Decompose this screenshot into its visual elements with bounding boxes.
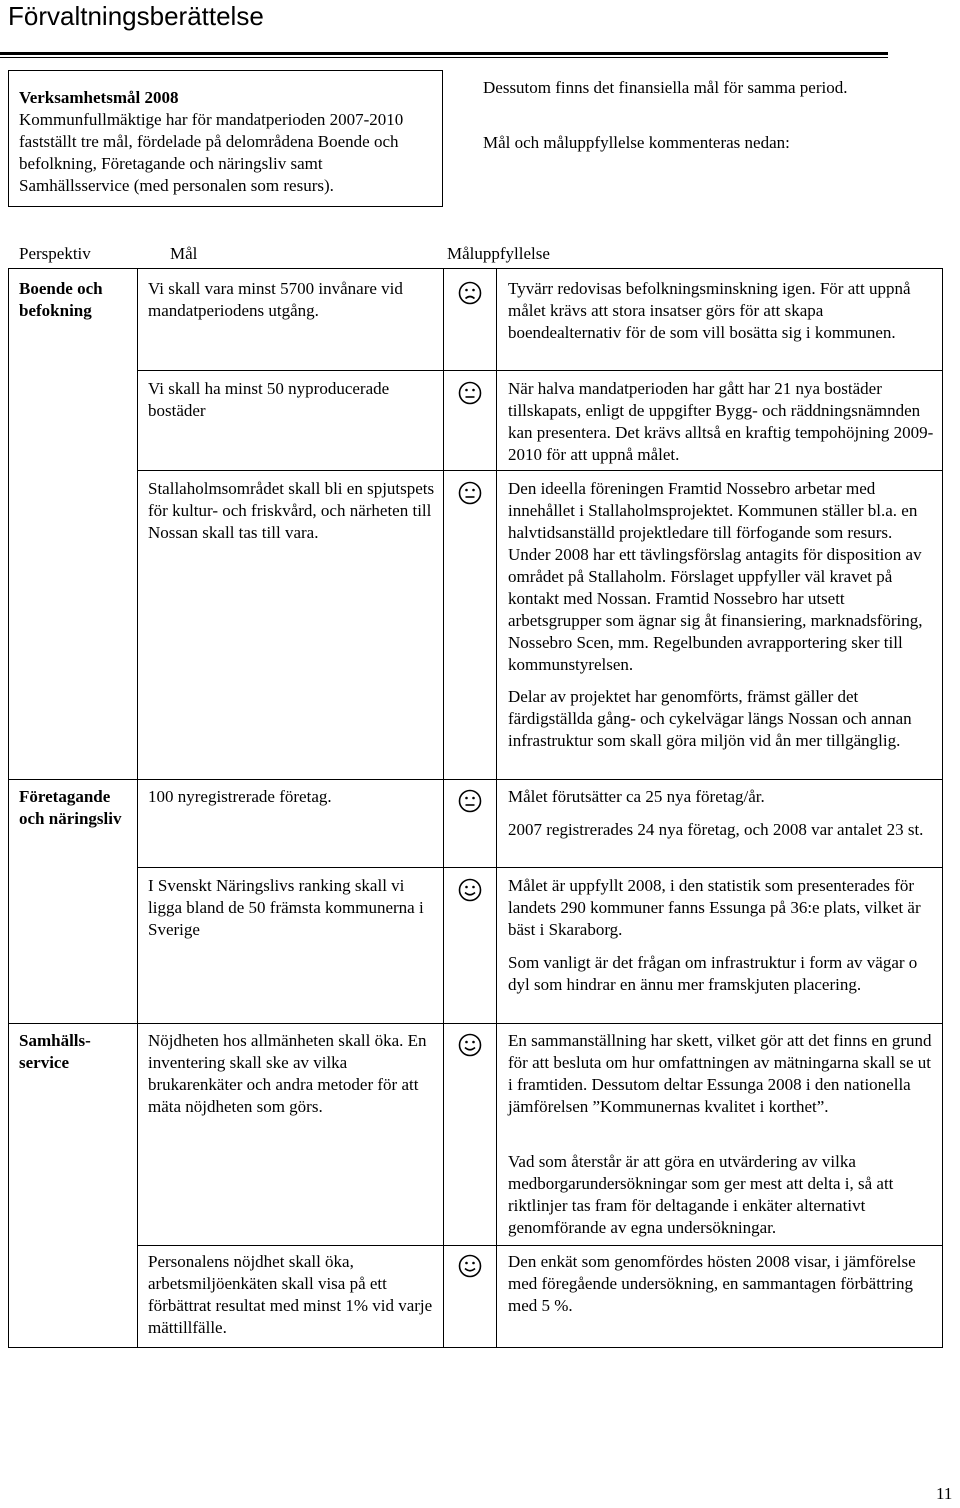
page-number: 11 [936,1484,953,1503]
table-col-divider-2 [443,268,444,1348]
comment-cell: Målet förutsätter ca 25 nya företag/år. [508,787,765,806]
title-rule-thick [0,52,888,55]
intro-box-title: Verksamhetsmål 2008 [19,88,179,107]
goal-cell: I Svenskt Näringslivs ranking skall vi ligga bland de 50 främsta kommunerna i Sverige [148,876,424,939]
comment-cell: Den ideella föreningen Framtid Nossebro arbetar med innehållet i Stallaholmsprojektet. Kommunen ställer bl.a. en halvtidsanställd projektledare till förfogande som resurs. Under 2008 har ett tävlingsförslag antagits för disposition av området på Stallaholm. Förslaget uppfyller väl kravet på kontakt med Nossan. Framtid Nossebro har utsett arbetsgrupper som ägnar sig åt finansiering, marknadsföring, Nossebro Scen, mm. Regelbunden avrapportering sker till kommunstyrelsen. [508,479,923,674]
intro-right-text-1: Dessutom finns det finansiella mål för samma period. [483,78,848,97]
goal-cell: Vi skall vara minst 5700 invånare vid mandatperiodens utgång. [148,279,403,320]
table-row-divider [137,1245,943,1246]
comment-cell: Den enkät som genomfördes hösten 2008 visar, i jämförelse med föregående undersökning, en sammantagen förbättring med 5 %. [508,1252,916,1315]
table-row-divider [137,370,943,371]
intro-right-text-2: Mål och måluppfyllelse kommenteras nedan: [483,133,790,152]
goal-cell: 100 nyregistrerade företag. [148,787,332,806]
comment-cell-continued: 2007 registrerades 24 nya företag, och 2008 var antalet 23 st. [508,820,924,839]
sad-face-icon [458,281,482,305]
header-fulfillment: Måluppfyllelse [447,244,550,263]
neutral-face-icon [458,381,482,405]
goal-cell: Nöjdheten hos allmänheten skall öka. En inventering skall ske av vilka brukarenkäter och andra metoder för att mäta nöjdheten som görs. [148,1031,427,1116]
goal-cell: Vi skall ha minst 50 nyproducerade bostäder [148,379,390,420]
table-row-divider [137,867,943,868]
title-rule-thin [0,57,888,58]
table-col-divider-3 [496,268,497,1348]
comment-cell-continued: Delar av projektet har genomförts, främst gäller det färdigställda gång- och cykelvägar längs Nossan och annan infrastruktur som skall göra miljön vid ån mer tillgänglig. [508,687,912,750]
header-goal: Mål [170,244,198,263]
comment-cell: En sammanställning har skett, vilket gör att det finns en grund för att besluta om hur omfattningen av mätningarna skall se ut i framtiden. Dessutom deltar Essunga 2008 i den nationella jämförelsen ”Kommunernas kvalitet i korthet”. [508,1031,932,1116]
perspective-foretagande: Företagande och näringsliv [19,787,122,828]
table-row-divider [137,470,943,471]
neutral-face-icon [458,789,482,813]
happy-face-icon [458,1254,482,1278]
perspective-boende: Boende och befokning [19,279,103,320]
comment-cell-continued: Som vanligt är det frågan om infrastruktur i form av vägar o dyl som hindrar en ännu mer framskjuten placering. [508,953,918,994]
perspective-samhall: Samhälls-service [19,1031,91,1072]
header-perspective: Perspektiv [19,244,91,263]
goal-cell: Stallaholmsområdet skall bli en spjutspets för kultur- och friskvård, och närheten till Nossan skall tas till vara. [148,479,435,542]
comment-cell: När halva mandatperioden har gått har 21 nya bostäder tillskapats, enligt de uppgifter Bygg- och räddningsnämnden kan presentera. Det krävs alltså en kraftig tempohöjning 2009-2010 för att uppnå målet. [508,379,934,464]
happy-face-icon [458,878,482,902]
intro-box-text: Kommunfullmäktige har för mandatperioden 2007-2010 fastställt tre mål, fördelade på delområdena Boende och befolkning, Företagande och näringsliv samt Samhällsservice (med personalen som resurs). [19,110,404,195]
intro-box-content [19,87,423,197]
goal-cell: Personalens nöjdhet skall öka, arbetsmiljöenkäten skall visa på ett förbättrat resultat med minst 1% vid varje mättillfälle. [148,1252,433,1337]
table-col-divider-1 [137,268,138,1348]
page-title: Förvaltningsberättelse [8,1,264,31]
comment-cell-continued: Vad som återstår är att göra en utvärdering av vilka medborgarundersökningar som ger mest att delta i, så att riktlinjer tas fram för deltagande i enkäter alternativt genomförande av egna undersökningar. [508,1152,894,1237]
happy-face-icon [458,1033,482,1057]
table-section-divider-2 [8,1023,943,1024]
comment-cell: Målet är uppfyllt 2008, i den statistik som presenterades för landets 290 kommuner fanns Essunga på 36:e plats, vilket är bäst i Skaraborg. [508,876,921,939]
neutral-face-icon [458,481,482,505]
table-section-divider-1 [8,779,943,780]
comment-cell: Tyvärr redovisas befolkningsminskning igen. För att uppnå målet krävs att stora insatser görs för att skapa boendealternativ för de som vill bosätta sig i kommunen. [508,279,911,342]
